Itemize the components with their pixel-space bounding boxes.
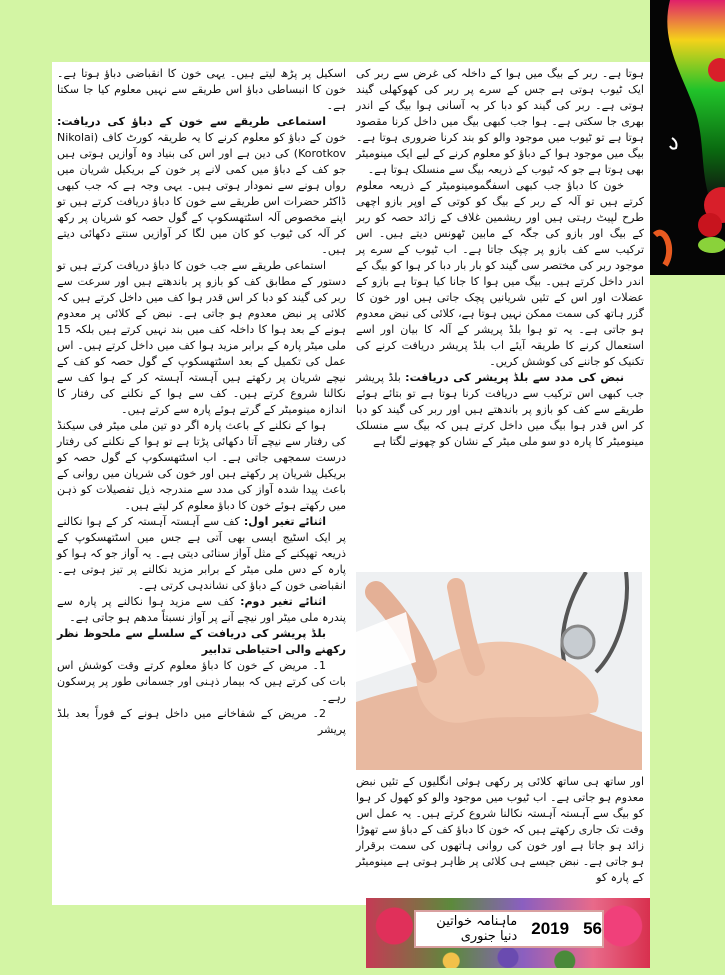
paragraph-text: خون کے دباؤ کو معلوم کرنے کا یہ طریقہ کورٹ کاف (Nikolai Korotkov) کی دین ہے اور اس کی بنیاد وہ آوازیں ہوتی ہیں جو کف کے دباؤ میں کمی لانے پر خون کے بریکیل شریان میں رواں ہونے سے نمودار ہوتی ہیں۔ یہی وجہ ہے کہ جب کبھی ڈاکٹر حضرات اس طریقے سے خون کا دباؤ دریافت کرتے ہیں تو اپنے مخصوص آلہ اسٹتھسکوپ کے گول حصہ کو شریان پر رکھ کر آلہ کی ٹیوب کو کان میں لگا کر آوازیں سنتے دکھائی دیتے ہیں۔ [57, 131, 346, 256]
paragraph [356, 370, 644, 450]
section-heading: بلڈ پریشر کی دریافت کے سلسلے سے ملحوظ نظر رکھنے والی احتیاطی تدابیر [57, 627, 346, 656]
paragraph-text: کف سے آہستہ آہستہ کر کے ہوا نکالنے پر ایک اسٹیج ایسی بھی آتی ہے جس میں اسٹتھسکوپ کے ذریعہ تھپکنے کے مثل آواز سنائی دیتی ہے۔ یہ آواز جو کہ ہوا کو پارہ کے دس ملی میٹر کے برابر مزید نکالنے پر تیز ہوتی ہے۔ انقباضی خون کے دباؤ کی نشاندہی کرتی ہے۔ [57, 515, 346, 592]
footer-label [414, 910, 604, 948]
paragraph [57, 114, 346, 258]
section-heading: اثنائے تغیر اول: [243, 515, 326, 528]
paragraph: استماعی طریقے سے جب خون کا دباؤ دریافت کرتے ہیں تو دستور کے مطابق کف کو بازو پر باندھتے ہیں اور سرعت سے ربر کی گیند کو دبا کر اس قدر ہوا کف میں داخل کرتے ہیں کہ کلائی پر نبض معدوم ہو جاتی ہے۔ نبض کے کلائی پر معدوم ہونے کے بعد ہوا کا داخلہ کف میں بند نہیں کرتے ہیں بلکہ 15 ملی میٹر پارہ کے برابر مزید ہوا کف میں داخل کرتے ہیں۔ اس عمل کی تکمیل کے بعد اسٹتھسکوپ کے گول حصہ کو کف کے نیچے شریان پر رکھتے ہیں آہستہ آہستہ کر کے ہوا کف سے نکالنا شروع کرتے ہیں۔ کف سے ہوا کے نکلنے کی رفتار کا اندازہ مینومیٹر کے گرتے ہوئے پارہ سے کرتے ہیں۔ [57, 259, 346, 416]
list-item: 2۔ مریض کے شفاخانے میں داخل ہونے کے فوراً بعد بلڈ پریشر [57, 707, 346, 736]
section-heading: استماعی طریقے سے خون کے دباؤ کی دریافت: [57, 115, 326, 128]
article-column-left [57, 66, 346, 738]
page-footer-banner [366, 898, 650, 968]
issue-year: 2019 [531, 919, 570, 938]
paragraph: اسکیل پر پڑھ لیتے ہیں۔ یہی خون کا انقباضی دباؤ ہوتا ہے۔ خون کا انبساطی دباؤ اس طریقے سے نہیں معلوم کیا جا سکتا ہے۔ [57, 67, 346, 112]
paragraph: اور ساتھ ہی ساتھ کلائی پر رکھی ہوئی انگلیوں کے تئیں نبض معدوم ہو جاتی ہے۔ اب ٹیوب میں موجود والو کو کھول کر ہوا کو بیگ سے آہستہ آہستہ نکالنا شروع کرتے ہیں۔ یہ عمل اس وقت تک جاری رکھتے ہیں کہ خون کا دباؤ کف کے دباؤ سے تھوڑا زائد ہو جاتا ہے اور خون کی روانی ہاتھوں کی سمت برقرار ہو جاتی ہے۔ نبض جیسے ہی کلائی پر ظاہر ہوتی ہے مینومیٹر کے پارہ کو [356, 775, 644, 884]
article-column-right-continued [356, 774, 644, 886]
paragraph: ہوتا ہے۔ ربر کے بیگ میں ہوا کے داخلہ کی غرض سے ربر کی ایک ٹیوب ہوتی ہے جس کے سرے پر ربر کی کھوکھلی گیند ہوتی ہے۔ ربر کی گیند کو دبا کر بہ آسانی ہوا بیگ کے اندر بھری جا سکتی ہے۔ ہوا جب کبھی بیگ میں داخل کرنا مقصود ہوتا ہے تو ٹیوب میں موجود والو کو بند کرنا ضروری ہوتا ہے۔ بیگ میں موجود ہوا کے دباؤ کو معلوم کرنے کے لیے ایک مینومیٹر بھی ہوتا ہے جو کہ ٹیوب کے ذریعہ بیگ سے منسلک ہوتا ہے۔ [356, 67, 644, 176]
paragraph: خون کا دباؤ جب کبھی اسفگمومینومیٹر کے ذریعہ معلوم کرتے ہیں تو آلہ کے ربر کے بیگ کو کوتی کے اوپر بازو اچھی طرح لپیٹ رہتی ہیں اور ریشمین غلاف کے زائد حصہ کو ربر کے بیگ اور بازو کی جگہ کے مابین ٹھونس دیتے ہیں۔ اس ترکیب سے کف بازو پر چپک جاتا ہے۔ اب ٹیوب کے سرے پر موجود ربر کی مختصر سی گیند کو بار بار دبا کر ہوا کو بیگ کے اندر داخل کرتے ہیں۔ بیگ میں ہوا کا جانا کیا ہوتا ہے بازو کے عضلات اور اس کے تئیں شریانیں پچک جاتی ہیں اور خون کا گزر ہاتھ کی سمت ممکن نہیں ہوتا ہے، کلائی کی نبض معدوم ہو جاتی ہے۔ یہ تو ہوا بلڈ پریشر کے آلہ کا بیان اور اسے استعمال کرنے کا طریقہ آیئے اب بلڈ پریشر دریافت کرنے کی تکنیک کو جاننے کی کوشش کریں۔ [356, 179, 644, 368]
section-heading: اثنائے تغیر دوم: [240, 595, 326, 608]
page-number: 56 [583, 919, 602, 938]
paragraph [57, 514, 346, 594]
magazine-name: ماہنامہ خواتین دنیا جنوری [436, 914, 518, 944]
paragraph-text: بلڈ پریشر جب کبھی اس ترکیب سے دریافت کرنا ہوتا ہے تو بتائے ہوئے طریقے سے کف کو بازو پر باندھتے ہیں اور ربر کی گیند کو دبا کر اس قدر ہوا بیگ میں داخل کرتے ہیں کہ بیگ سے منسلک مینومیٹر کا پارہ دو سو ملی میٹر کے نشان کو چھونے لگتا ہے [356, 371, 644, 448]
pulse-check-photo [356, 572, 642, 770]
paragraph: ہوا کے نکلنے کے باعث پارہ اگر دو تین ملی میٹر فی سیکنڈ کی رفتار سے نیچے آتا دکھائی پڑتا ہے تو ہوا کے نکلنے کی رفتار درست سمجھی جاتی ہے۔ اب اسٹتھسکوپ کے گول حصہ کو بریکیل شریان پر رکھتے ہیں اور خون کی شریان میں روانی کے باعث پیدا شدہ آواز کی مدد سے مندرجہ ذیل تفصیلات کو ذہن میں رکھتے ہوئے خون کا دباؤ معلوم کر لیتے ہیں۔ [57, 419, 346, 512]
list-item: 1۔ مریض کے خون کا دباؤ معلوم کرتے وقت کوشش اس بات کی کرتے ہیں کہ بیمار ذہنی اور جسمانی طور پر پرسکون رہے۔ [57, 659, 346, 704]
article-column-right [356, 66, 644, 450]
section-heading: نبض کی مدد سے بلڈ پریشر کی دریافت: [405, 371, 624, 384]
paragraph-text: کف سے مزید ہوا نکالنے پر پارہ سے پندرہ ملی میٹر اور نیچے آنے پر آواز نسبتاً مدھم ہو جاتی ہے۔ [57, 595, 346, 624]
paragraph [57, 594, 346, 626]
decorative-floral-image [650, 0, 725, 275]
